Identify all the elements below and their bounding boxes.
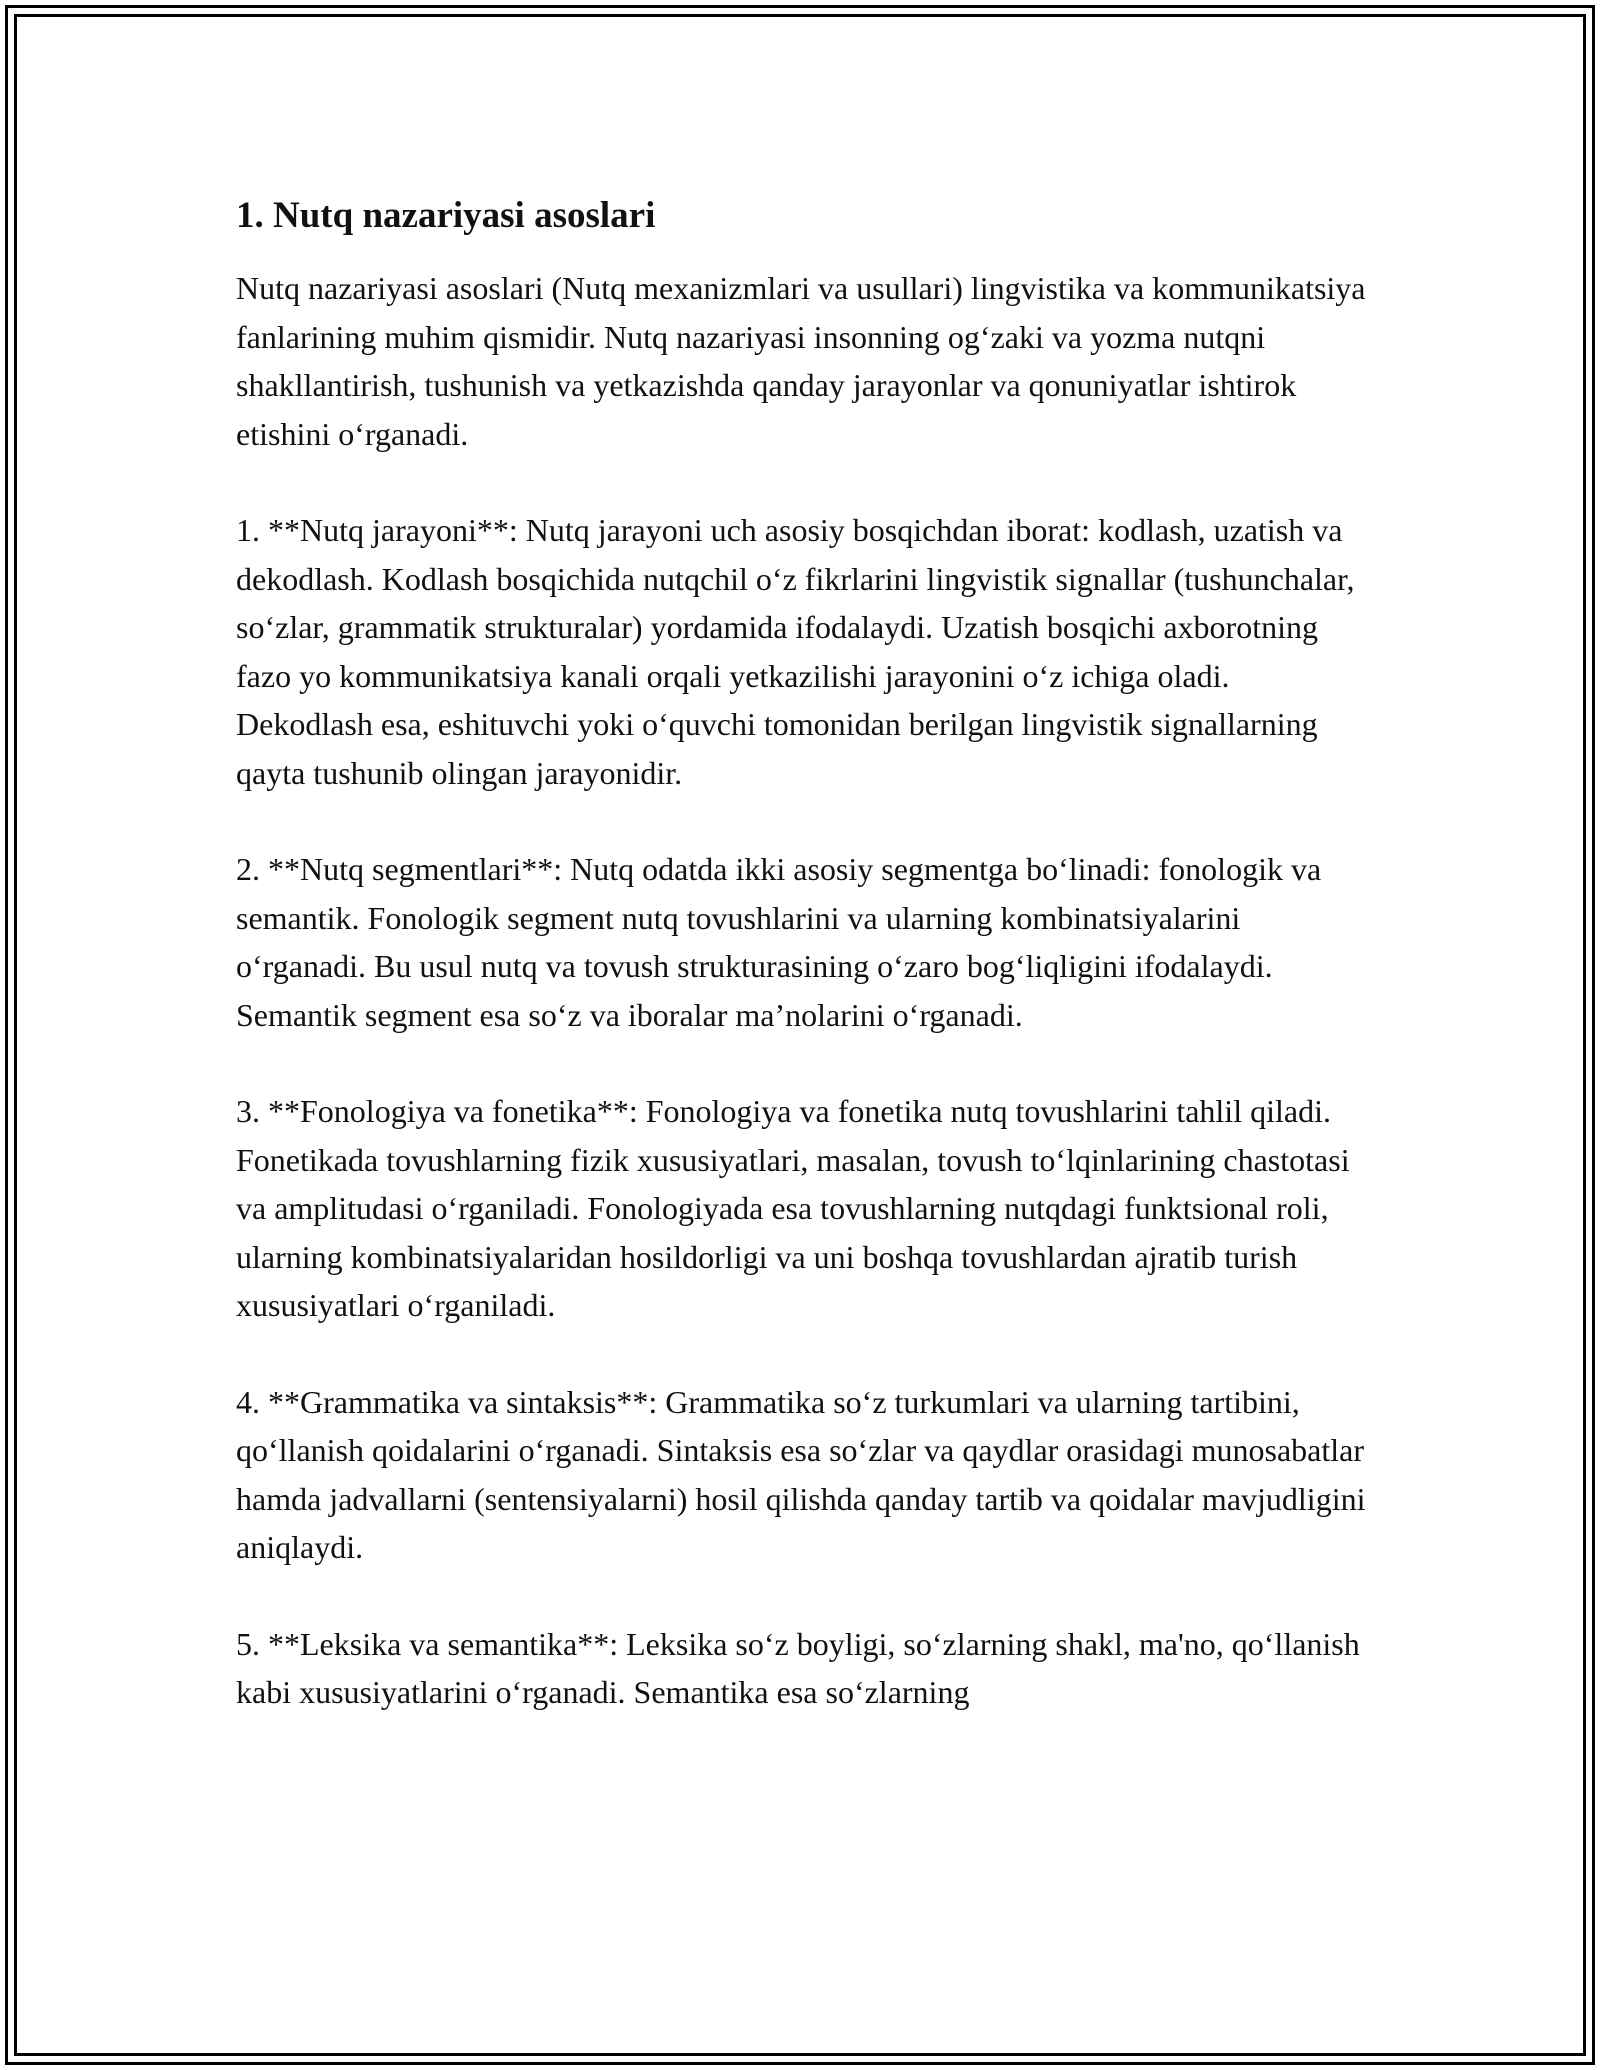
paragraph-nutq-segmentlari: 2. **Nutq segmentlari**: Nutq odatda ikki asosiy segmentga bo‘linadi: fonologik va semantik. Fonologik segment nutq tovushlarini va ularning kombinatsiyalarini o‘rganadi. Bu usul nutq va tovush strukturasining o‘zaro bog‘liqligini ifodalaydi. Semantik segment esa so‘z va iboralar ma’nolarini o‘rganadi. bbox=[236, 851, 1322, 1033]
paragraph-nutq-jarayoni: 1. **Nutq jarayoni**: Nutq jarayoni uch asosiy bosqichdan iborat: kodlash, uzatish va dekodlash. Kodlash bosqichida nutqchil o‘z fikrlarini lingvistik signallar (tushunchalar, so‘zlar, grammatik strukturalar) yordamida ifodalaydi. Uzatish bosqichi axborotning fazo yo kommunikatsiya kanali orqali yetkazilishi jarayonini o‘z ichiga oladi. Dekodlash esa, eshituvchi yoki o‘quvchi tomonidan berilgan lingvistik signallarning qayta tushunib olingan jarayonidir. bbox=[236, 512, 1355, 791]
paragraph-grammatika-sintaksis: 4. **Grammatika va sintaksis**: Grammatika so‘z turkumlari va ularning tartibini, qo‘llanish qoidalarini o‘rganadi. Sintaksis esa so‘zlar va qaydlar orasidagi munosabatlar hamda jadvallarni (sentensiyalarni) hosil qilishda qanday tartib va qoidalar mavjudligini aniqlaydi. bbox=[236, 1383, 1366, 1565]
paragraph-fonologiya-fonetika: 3. **Fonologiya va fonetika**: Fonologiya va fonetika nutq tovushlarini tahlil qiladi. Fonetikada tovushlarning fizik xususiyatlari, masalan, tovush to‘lqinlarining chastotasi va amplitudasi o‘rganiladi. Fonologiyada esa tovushlarning nutqdagi funktsional roli, ularning kombinatsiyalaridan hosildorligi va uni boshqa tovushlardan ajratib turish xususiyatlari o‘rganiladi. bbox=[236, 1093, 1350, 1323]
paragraph-leksika-semantika: 5. **Leksika va semantika**: Leksika so‘z boyligi, so‘zlarning shakl, ma'no, qo‘llanish kabi xususiyatlarini o‘rganadi. Semantika esa so‘zlarning bbox=[236, 1625, 1360, 1710]
document-body bbox=[236, 188, 1366, 1765]
section-heading: 1. Nutq nazariyasi asoslari bbox=[236, 195, 656, 236]
intro-paragraph: Nutq nazariyasi asoslari (Nutq mexanizmlari va usullari) lingvistika va kommunikatsiya fanlarining muhim qismidir. Nutq nazariyasi insonning og‘zaki va yozma nutqni shakllantirish, tushunish va yetkazishda qanday jarayonlar va qonuniyatlar ishtirok etishini o‘rganadi. bbox=[236, 270, 1366, 452]
